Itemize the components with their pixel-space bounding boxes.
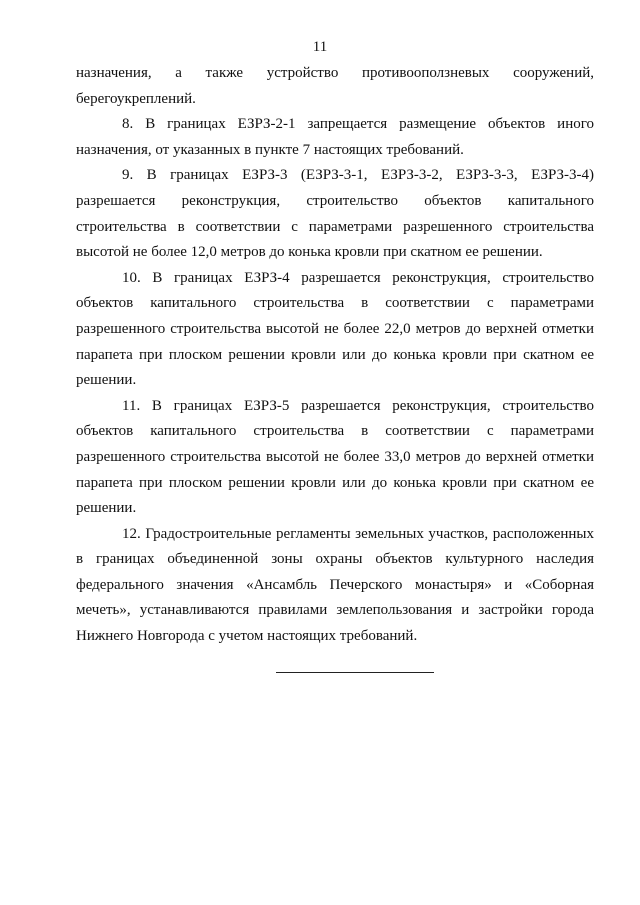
- paragraph-item-9: 9. В границах ЕЗРЗ-3 (ЕЗРЗ-3-1, ЕЗРЗ-3-2, ЕЗРЗ-3-3, ЕЗРЗ-3-4) разрешается реконструкция, строительство объектов капитального строительства в соответствии с параметрами разрешенного строительства высотой не более 12,0 метров до конька кровли при скатном ее решении.: [76, 167, 594, 261]
- paragraph-item-8: 8. В границах ЕЗРЗ-2-1 запрещается размещение объектов иного назначения, от указанных в пункте 7 настоящих требований.: [76, 116, 594, 158]
- page-number: 11: [312, 39, 328, 55]
- document-body: [76, 61, 594, 650]
- paragraph-item-12: 12. Градостроительные регламенты земельных участков, расположенных в границах объединенной зоны охраны объектов культурного наследия федерального значения «Ансамбль Печерского монастыря» и «Соборная мечеть», устанавливаются правилами землепользования и застройки города Нижнего Новгорода с учетом настоящих требований.: [76, 525, 594, 645]
- paragraph-continuation: назначения, а также устройство противооползневых сооружений, берегоукреплений.: [76, 65, 594, 107]
- paragraph-item-11: 11. В границах ЕЗРЗ-5 разрешается реконструкция, строительство объектов капитального строительства в соответствии с параметрами разрешенного строительства высотой не более 33,0 метров до верхней отметки парапета при плоском решении кровли или до конька кровли при скатном ее решении.: [76, 397, 594, 517]
- paragraph-item-10: 10. В границах ЕЗРЗ-4 разрешается реконструкция, строительство объектов капитального строительства в соответствии с параметрами разрешенного строительства высотой не более 22,0 метров до верхней отметки парапета при плоском решении кровли или до конька кровли при скатном ее решении.: [76, 269, 594, 389]
- end-separator-line: [276, 672, 434, 673]
